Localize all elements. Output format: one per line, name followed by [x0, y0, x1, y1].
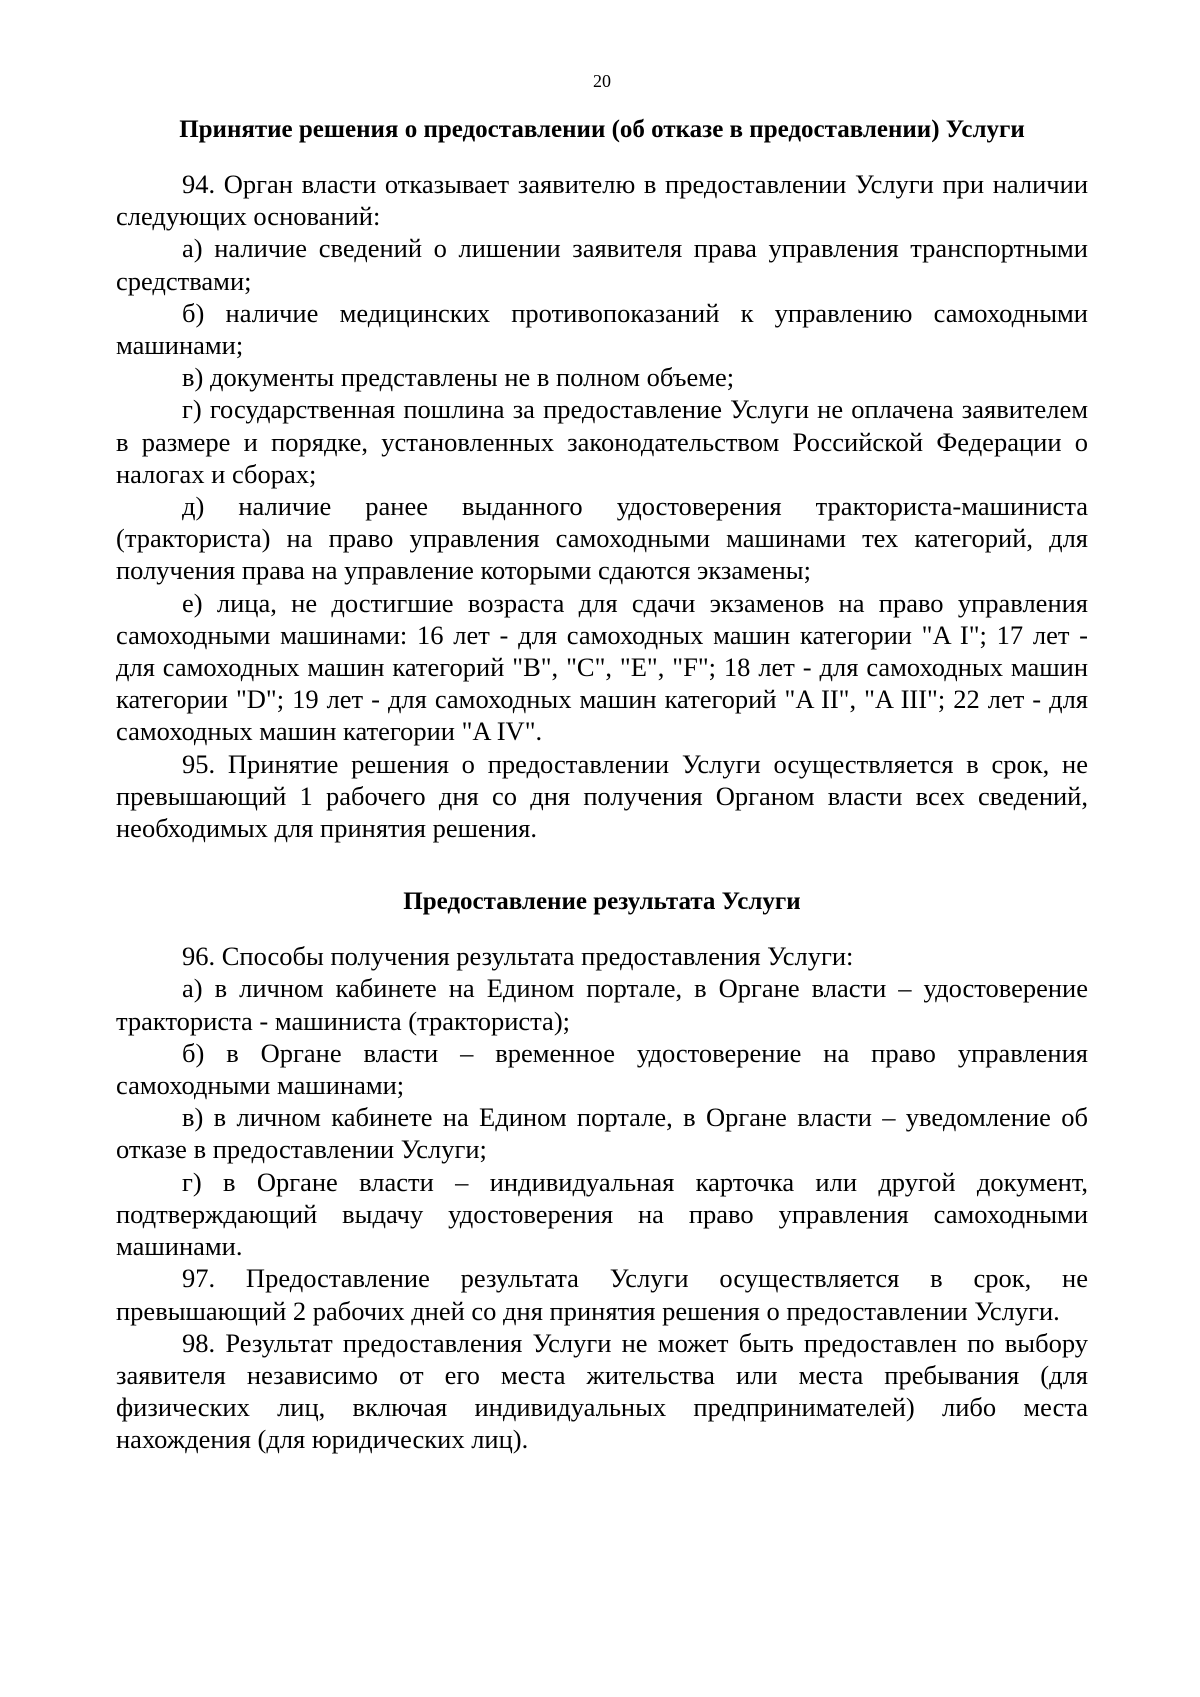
page-number: 20	[593, 71, 611, 91]
paragraph-96-item-b: б) в Органе власти – временное удостоверение на право управления самоходными машинами;	[116, 1037, 1088, 1101]
paragraph-96: 96. Способы получения результата предоставления Услуги:	[182, 941, 854, 972]
paragraph-94-item-e: е) лица, не достигшие возраста для сдачи экзаменов на право управления самоходными машинами: 16 лет - для самоходных машин категории "A I"; 17 лет - для самоходных машин категорий "B", "C", "E", "F"; 18 лет - для самоходных машин категории "D"; 19 лет - для самоходных машин категорий "A II", "A III"; 22 лет - для самоходных машин категории "A IV".	[116, 587, 1088, 747]
paragraph-94: 94. Орган власти отказывает заявителю в предоставлении Услуги при наличии следующих оснований:	[116, 169, 1088, 232]
paragraph-96-item-a: а) в личном кабинете на Едином портале, в Органе власти – удостоверение тракториста - машиниста (тракториста);	[116, 973, 1088, 1036]
paragraph-94-item-d: д) наличие ранее выданного удостоверения тракториста-машиниста (тракториста) на право управления самоходными машинами тех категорий, для получения права на управление которыми сдаются экзамены;	[116, 491, 1088, 586]
paragraph-94-item-g: г) государственная пошлина за предоставление Услуги не оплачена заявителем в размере и порядке, установленных законодательством Российской Федерации о налогах и сборах;	[116, 394, 1088, 489]
paragraph-97: 97. Предоставление результата Услуги осуществляется в срок, не превышающий 2 рабочих дней со дня принятия решения о предоставлении Услуги.	[116, 1263, 1088, 1326]
paragraph-95: 95. Принятие решения о предоставлении Услуги осуществляется в срок, не превышающий 1 рабочего дня со дня получения Органом власти всех сведений, необходимых для принятия решения.	[116, 748, 1088, 844]
paragraph-94-item-v: в) документы представлены не в полном объеме;	[182, 362, 735, 393]
paragraph-98: 98. Результат предоставления Услуги не может быть предоставлен по выбору заявителя независимо от его места жительства или места пребывания (для физических лиц, включая индивидуальных предпринимателей) либо места нахождения (для юридических лиц).	[116, 1327, 1088, 1455]
paragraph-94-item-a: а) наличие сведений о лишении заявителя права управления транспортными средствами;	[116, 233, 1088, 296]
section-heading-decision: Принятие решения о предоставлении (об отказе в предоставлении) Услуги	[179, 116, 1025, 143]
paragraph-96-item-g: г) в Органе власти – индивидуальная карточка или другой документ, подтверждающий выдачу удостоверения на право управления самоходными машинами.	[116, 1166, 1088, 1262]
paragraph-96-item-v: в) в личном кабинете на Едином портале, в Органе власти – уведомление об отказе в предоставлении Услуги;	[116, 1102, 1088, 1165]
section-heading-result: Предоставление результата Услуги	[403, 888, 801, 916]
page-content	[116, 70, 1088, 1456]
paragraph-94-item-b: б) наличие медицинских противопоказаний к управлению самоходными машинами;	[116, 297, 1088, 361]
